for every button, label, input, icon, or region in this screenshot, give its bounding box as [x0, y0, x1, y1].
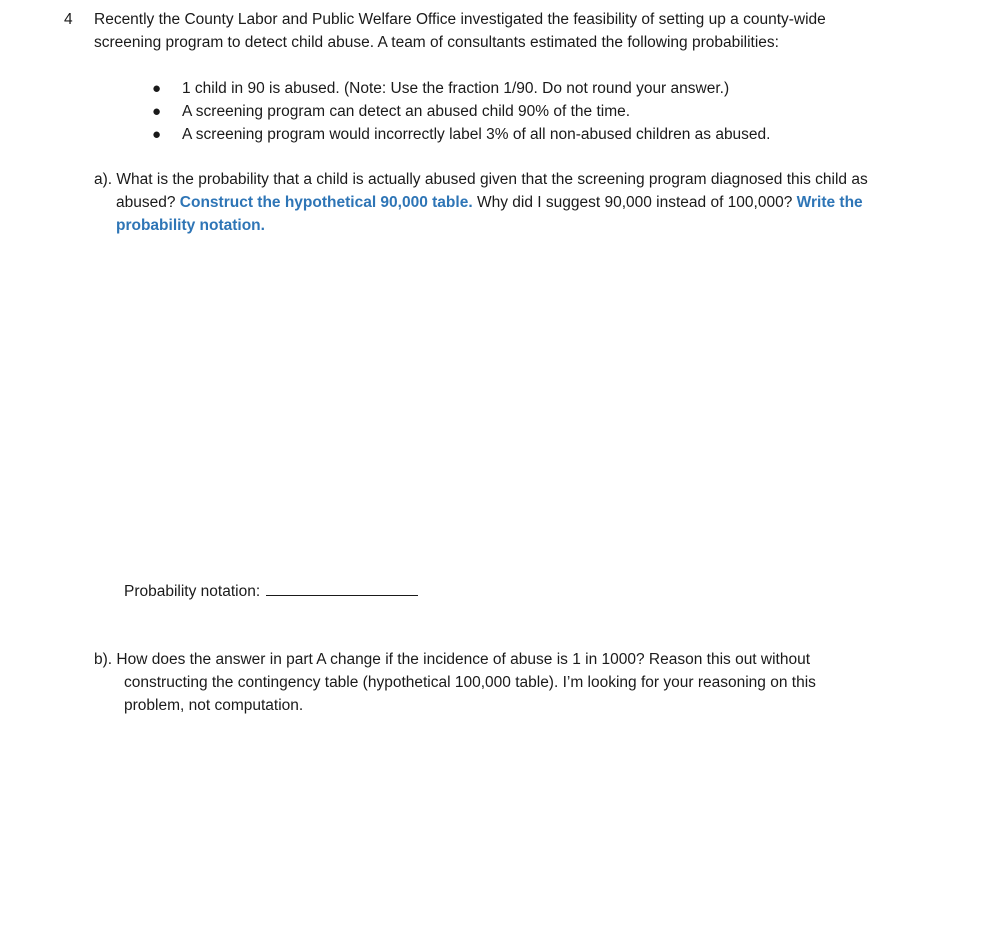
notation-answer-blank[interactable] — [266, 581, 418, 596]
list-item — [150, 100, 770, 123]
bullet-text: A screening program would incorrectly label 3% of all non-abused children as abused. — [182, 126, 771, 143]
question-number: 4 — [64, 11, 73, 28]
bullet-text: A screening program can detect an abused child 90% of the time. — [182, 103, 631, 120]
part-a-line-2 — [94, 194, 863, 211]
part-b-line-3: problem, not computation. — [124, 697, 304, 714]
list-item — [150, 123, 770, 146]
part-a-text: abused? — [116, 194, 180, 211]
probability-list — [150, 77, 770, 146]
part-a-question — [94, 168, 934, 237]
notation-label: Probability notation: — [124, 583, 261, 600]
part-a-line-3: probability notation. — [116, 217, 265, 234]
part-b-line-2: constructing the contingency table (hypothetical 100,000 table). I’m looking for your reasoning on this — [124, 674, 816, 691]
part-a-highlight-table: Construct the hypothetical 90,000 table. — [179, 194, 473, 211]
question-intro — [94, 8, 954, 54]
probability-notation — [124, 580, 418, 603]
intro-line-1: Recently the County Labor and Public Welfare Office investigated the feasibility of setting up a county-wide — [94, 11, 826, 28]
bullet-icon: ● — [152, 126, 162, 143]
intro-line-2: screening program to detect child abuse. A team of consultants estimated the following probabilities: — [94, 34, 779, 51]
part-a-text-2: Why did I suggest 90,000 instead of 100,000? — [472, 194, 797, 211]
bullet-text: 1 child in 90 is abused. (Note: Use the fraction 1/90. Do not round your answer.) — [182, 80, 730, 97]
part-b-line-1: b). How does the answer in part A change if the incidence of abuse is 1 in 1000? Reason this out without — [94, 651, 811, 668]
list-item — [150, 77, 770, 100]
bullet-icon: ● — [152, 80, 162, 97]
bullet-icon: ● — [152, 103, 162, 120]
part-a-line-1: a). What is the probability that a child is actually abused given that the screening program diagnosed this child as — [94, 171, 868, 188]
part-a-highlight-notation: Write the — [796, 194, 863, 211]
part-b-question — [94, 648, 904, 717]
